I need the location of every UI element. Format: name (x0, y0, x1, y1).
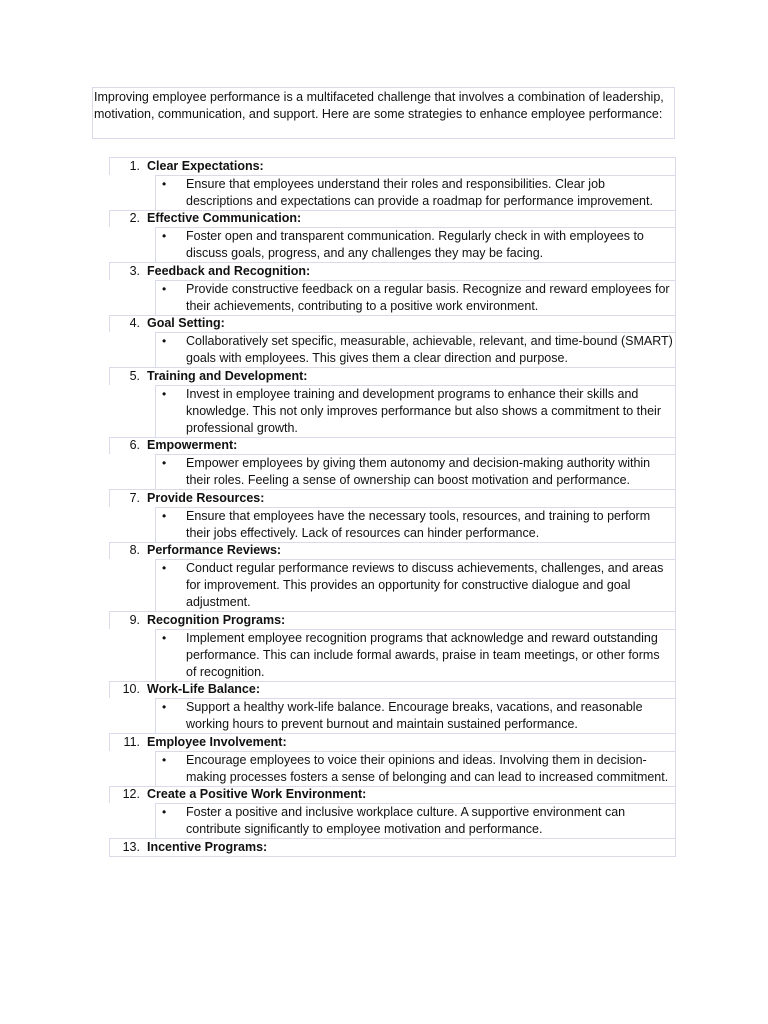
list-item-number: 2. (129, 211, 140, 226)
list-item-heading (109, 489, 676, 507)
list-item-text: Empower employees by giving them autonomy and decision-making authority within their roles. Feeling a sense of ownership can boost motivation and performance. (186, 456, 651, 487)
list-item-title: Employee Involvement: (147, 734, 287, 749)
list-item-heading (109, 367, 676, 385)
list-item-body (155, 454, 676, 489)
list-item-title: Incentive Programs: (147, 839, 268, 854)
bullet-icon: • (162, 176, 167, 191)
list-item-title: Work-Life Balance: (147, 682, 260, 697)
strategy-list (109, 157, 676, 857)
bullet-icon: • (162, 281, 167, 296)
list-item-text: Ensure that employees understand their roles and responsibilities. Clear job descriptions and expectations can provide a roadmap for performance improvement. (186, 176, 653, 208)
list-item-heading (109, 542, 676, 560)
list-item-number: 12. (122, 787, 140, 802)
bullet-icon: • (162, 386, 167, 401)
list-item-body (155, 629, 676, 681)
list-item-heading (109, 157, 676, 175)
list-item-heading (109, 681, 676, 699)
list-item-heading (109, 315, 676, 333)
bullet-icon: • (162, 334, 167, 348)
list-item-number: 5. (129, 368, 140, 383)
bullet-icon: • (162, 229, 167, 243)
list-item-number: 4. (129, 316, 140, 331)
list-item-body (155, 751, 676, 786)
list-item-title: Provide Resources: (147, 490, 265, 505)
list-item-text: Foster open and transparent communication. Regularly check in with employees to discuss goals, progress, and any challenges they may be facing. (186, 229, 644, 260)
list-item-number: 13. (122, 839, 140, 854)
list-item-text: Foster a positive and inclusive workplace culture. A supportive environment can contribute significantly to employee motivation and performance. (186, 805, 626, 836)
list-item-body (155, 803, 676, 838)
list-item-heading (109, 262, 676, 280)
list-item-text: Provide constructive feedback on a regular basis. Recognize and reward employees for their achievements, contributing to a positive work environment. (186, 281, 670, 313)
list-item-heading (109, 838, 676, 856)
list-item-title: Recognition Programs: (147, 612, 286, 627)
list-item-title: Training and Development: (147, 368, 308, 383)
list-item-text: Ensure that employees have the necessary tools, resources, and training to perform their jobs effectively. Lack of resources can hinder performance. (186, 508, 651, 540)
list-item-text: Encourage employees to voice their opinions and ideas. Involving them in decision-making processes fosters a sense of belonging and can lead to increased commitment. (186, 752, 669, 784)
bullet-icon: • (162, 700, 167, 714)
list-item-number: 7. (129, 490, 140, 505)
list-item-title: Effective Communication: (147, 211, 302, 226)
list-item-number: 8. (129, 543, 140, 558)
list-item-body (155, 227, 676, 262)
list-item-body (155, 507, 676, 542)
list-item-text: Invest in employee training and development programs to enhance their skills and knowledge. This not only improves performance but also shows a commitment to their professional growth. (186, 386, 661, 435)
list-item-body (155, 280, 676, 315)
list-item-heading (109, 210, 676, 228)
list-item-body (155, 332, 676, 367)
list-item-heading (109, 437, 676, 455)
list-item-text: Conduct regular performance reviews to discuss achievements, challenges, and areas for improvement. This provides an opportunity for constructive dialogue and goal adjustment. (186, 561, 664, 609)
list-item-number: 6. (129, 438, 140, 453)
list-item-heading (109, 733, 676, 751)
bullet-icon: • (162, 456, 167, 470)
list-item-number: 11. (123, 734, 140, 749)
list-item-heading (109, 611, 676, 629)
bullet-icon: • (162, 630, 167, 645)
bullet-icon: • (162, 805, 167, 819)
bullet-icon: • (162, 508, 167, 523)
list-item-text: Collaboratively set specific, measurable, achievable, relevant, and time-bound (SMART) goals with employees. This gives them a clear direction and purpose. (186, 334, 673, 365)
list-item-text: Support a healthy work-life balance. Encourage breaks, vacations, and reasonable working hours to prevent burnout and maintain sustained performance. (186, 700, 643, 731)
list-item-number: 10. (122, 682, 140, 697)
list-item-title: Create a Positive Work Environment: (147, 787, 367, 802)
list-item-body (155, 385, 676, 437)
list-item-number: 9. (129, 612, 140, 627)
list-item-text: Implement employee recognition programs that acknowledge and reward outstanding performance. This can include formal awards, praise in team meetings, or other forms of recognition. (186, 630, 660, 679)
list-item-heading (109, 786, 676, 804)
list-item-body (155, 175, 676, 210)
list-item-title: Goal Setting: (147, 316, 225, 331)
list-item-title: Feedback and Recognition: (147, 263, 311, 278)
list-item-title: Clear Expectations: (147, 158, 264, 173)
intro-paragraph: Improving employee performance is a multifaceted challenge that involves a combination of leadership, motivation, communication, and support. Here are some strategies to enhance employee performance: (92, 87, 675, 139)
bullet-icon: • (162, 561, 167, 575)
list-item-body (155, 698, 676, 733)
list-item-body (155, 559, 676, 611)
list-item-number: 1. (129, 158, 140, 173)
list-item-title: Empowerment: (147, 438, 238, 453)
list-item-number: 3. (129, 263, 140, 278)
bullet-icon: • (162, 752, 167, 767)
list-item-title: Performance Reviews: (147, 543, 282, 558)
